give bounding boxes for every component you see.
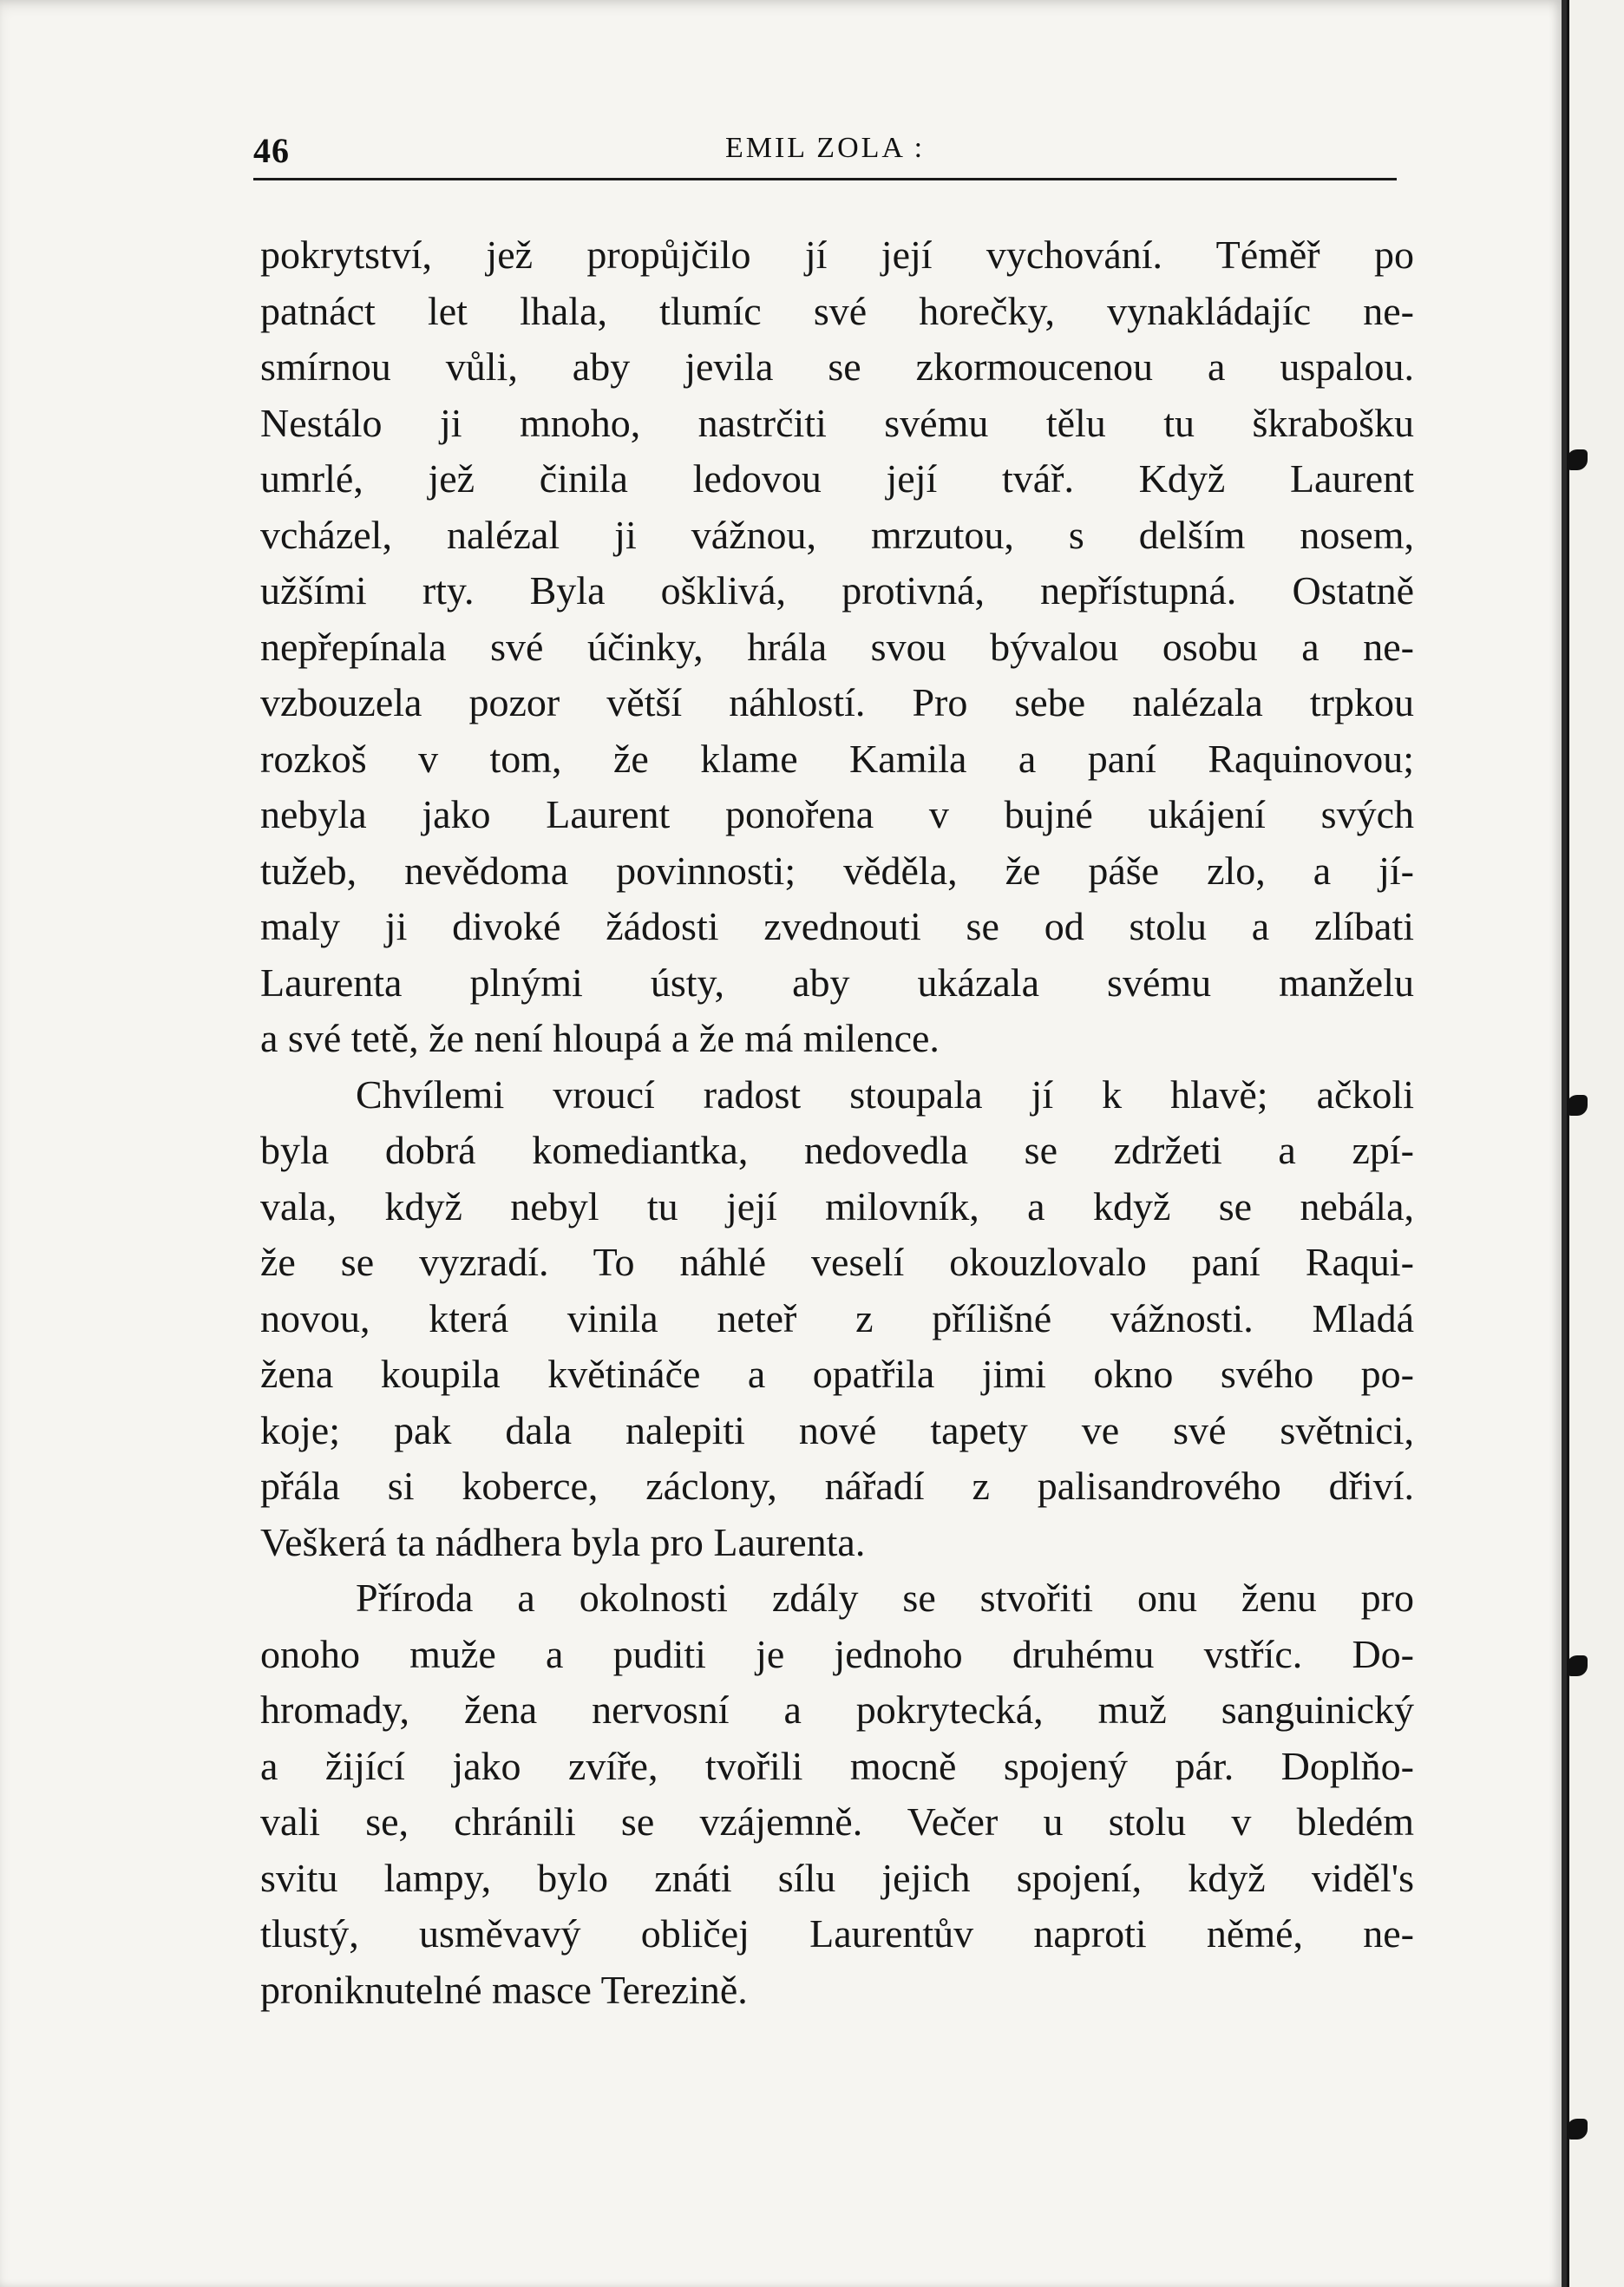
header-rule — [253, 178, 1397, 180]
text-line: a své tetě, že není hloupá a že má milence. — [260, 1016, 940, 1060]
text-line: vcházel, nalézal ji vážnou, mrzutou, s delším nosem, — [260, 512, 1414, 557]
text-line: Laurenta plnými ústy, aby ukázala svému manželu — [260, 960, 1414, 1005]
text-line: přála si koberce, záclony, nářadí z palisandrového dřiví. — [260, 1464, 1414, 1508]
text-line: onoho muže a puditi je jednoho druhému vstříc. Do- — [260, 1631, 1414, 1676]
text-line: nepřepínala své účinky, hrála svou bývalou osobu a ne- — [260, 624, 1414, 669]
running-head: EMIL ZOLA : — [724, 132, 926, 164]
text-line: vali se, chránili se vzájemně. Večer u stolu v bledém — [260, 1799, 1414, 1844]
text-line: pokrytství, jež propůjčilo jí její vychování. Téměř po — [260, 233, 1414, 277]
text-line: a žijící jako zvíře, tvořili mocně spojený pár. Doplňo- — [260, 1743, 1414, 1788]
text-line: užšími rty. Byla ošklivá, protivná, nepřístupná. Ostatně — [260, 568, 1414, 613]
binding-mark — [1567, 1095, 1588, 1116]
binding-mark — [1567, 449, 1588, 470]
body-text — [260, 227, 1414, 2018]
text-line: Veškerá ta nádhera byla pro Laurenta. — [260, 1519, 866, 1564]
text-line: koje; pak dala nalepiti nové tapety ve své světnici, — [260, 1407, 1414, 1452]
page-header — [253, 123, 1397, 177]
text-line: tlustý, usměvavý obličej Laurentův naproti němé, ne- — [260, 1911, 1414, 1956]
binding-mark — [1567, 2119, 1588, 2140]
text-line: vala, když nebyl tu její milovník, a když se nebála, — [260, 1183, 1414, 1229]
text-line: umrlé, jež činila ledovou její tvář. Když Laurent — [260, 456, 1414, 501]
text-line: hromady, žena nervosní a pokrytecká, muž sanguinický — [260, 1687, 1414, 1732]
text-line: tužeb, nevědoma povinnosti; věděla, že páše zlo, a jí- — [260, 848, 1414, 893]
text-line: svitu lampy, bylo znáti sílu jejich spojení, když viděl's — [260, 1855, 1414, 1900]
text-line: že se vyzradí. To náhlé veselí okouzlovalo paní Raqui- — [260, 1240, 1414, 1284]
text-line: nebyla jako Laurent ponořena v bujné ukájení svých — [260, 792, 1414, 836]
page-number: 46 — [253, 131, 290, 170]
text-line: rozkoš v tom, že klame Kamila a paní Raquinovou; — [260, 736, 1414, 781]
text-line: žena koupila květináče a opatřila jimi okno svého po- — [260, 1352, 1414, 1396]
binding-mark — [1567, 1655, 1588, 1676]
text-line: Příroda a okolnosti zdály se stvořiti onu ženu pro — [356, 1576, 1414, 1620]
facing-page-strip — [1567, 0, 1624, 2287]
text-line: Chvílemi vroucí radost stoupala jí k hlavě; ačkoli — [356, 1071, 1414, 1117]
text-line: proniknutelné masce Terezině. — [260, 1967, 748, 2012]
text-line: Nestálo ji mnoho, nastrčiti svému tělu tu škrabošku — [260, 400, 1414, 445]
text-line: vzbouzela pozor větší náhlostí. Pro sebe nalézala trpkou — [260, 680, 1414, 724]
text-line: maly ji divoké žádosti zvednouti se od stolu a zlíbati — [260, 904, 1414, 948]
text-line: novou, která vinila neteř z přílišné vážnosti. Mladá — [260, 1295, 1414, 1340]
text-line: smírnou vůli, aby jevila se zkormoucenou a uspalou. — [260, 344, 1414, 389]
text-line: byla dobrá komediantka, nedovedla se zdržeti a zpí- — [260, 1128, 1414, 1172]
text-line: patnáct let lhala, tlumíc své horečky, vynakládajíc ne- — [260, 288, 1414, 333]
